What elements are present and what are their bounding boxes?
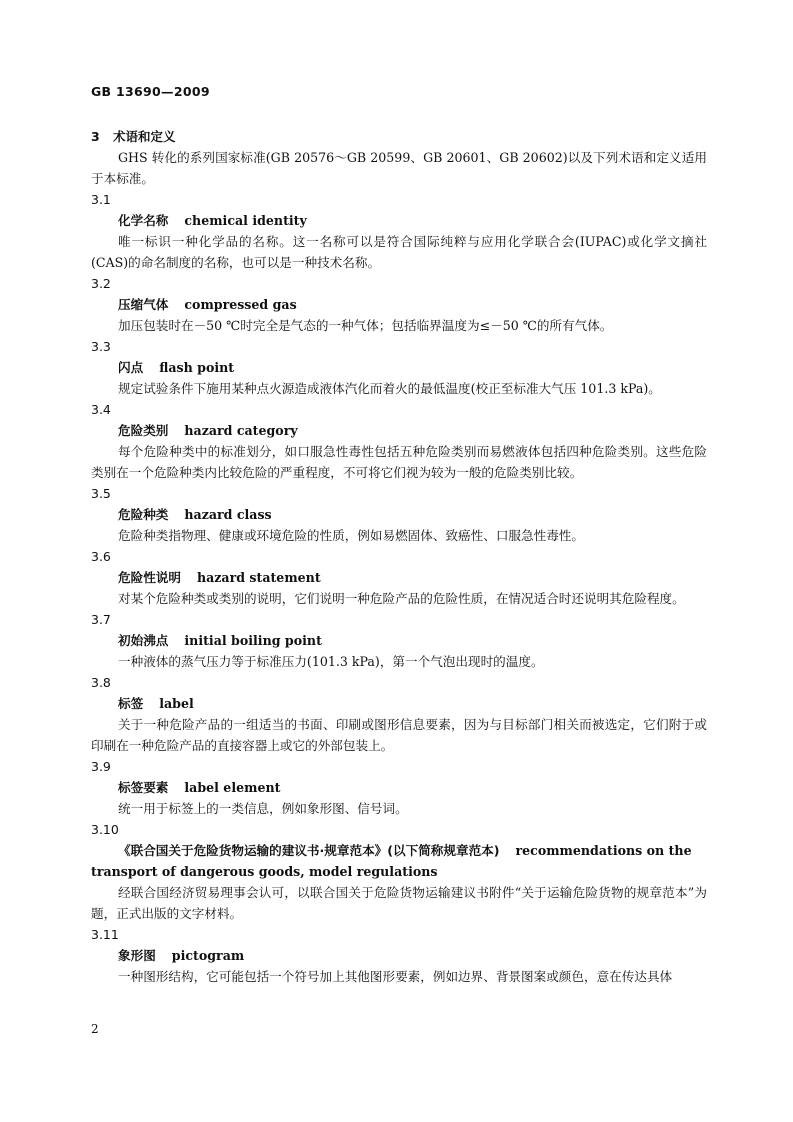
term-chinese-name: 危险性说明 xyxy=(118,570,181,585)
term-english-name: hazard category xyxy=(184,423,298,438)
document-body xyxy=(91,126,707,987)
term-number: 3.1 xyxy=(91,192,111,207)
section-intro: GHS 转化的系列国家标准(GB 20576～GB 20599、GB 20601、GB 20602)以及下列术语和定义适用于本标准。 xyxy=(91,150,707,186)
term-title xyxy=(91,420,707,441)
term-title xyxy=(91,357,707,378)
term-title xyxy=(91,210,707,231)
term-chinese-name: 标签要素 xyxy=(118,780,169,795)
term-definition: 每个危险种类中的标准划分，如口服急性毒性包括五种危险类别而易燃液体包括四种危险类别。这些危险类别在一个危险种类内比较危险的严重程度，不可将它们视为较为一般的危险类别比较。 xyxy=(91,444,707,480)
term-definition: 一种图形结构，它可能包括一个符号加上其他图形要素，例如边界、背景图案或颜色，意在传达具体 xyxy=(118,969,673,984)
term-number: 3.5 xyxy=(91,486,111,501)
term-title xyxy=(91,567,707,588)
term-number: 3.3 xyxy=(91,339,111,354)
term-number: 3.9 xyxy=(91,759,111,774)
term-chinese-name: 初始沸点 xyxy=(118,633,169,648)
term-chinese-name: 象形图 xyxy=(118,948,156,963)
document-code-header: GB 13690—2009 xyxy=(91,84,210,99)
term-chinese-name: 《联合国关于危险货物运输的建议书·规章范本》(以下简称规章范本) xyxy=(118,843,500,858)
term-chinese-name: 危险种类 xyxy=(118,507,169,522)
section-heading xyxy=(91,126,707,147)
term-definition: 危险种类指物理、健康或环境危险的性质，例如易燃固体、致癌性、口服急性毒性。 xyxy=(118,528,584,543)
term-definition: 统一用于标签上的一类信息，例如象形图、信号词。 xyxy=(118,801,408,816)
term-english-name: label element xyxy=(184,780,281,795)
page-number: 2 xyxy=(91,1022,99,1036)
terms-list xyxy=(91,189,707,987)
term-title xyxy=(91,693,707,714)
term-chinese-name: 压缩气体 xyxy=(118,297,169,312)
term-english-name: hazard class xyxy=(184,507,272,522)
term-english-name: label xyxy=(159,696,194,711)
term-chinese-name: 标签 xyxy=(118,696,144,711)
term-english-name: compressed gas xyxy=(184,297,297,312)
term-title xyxy=(91,777,707,798)
term-number: 3.10 xyxy=(91,822,119,837)
term-chinese-name: 闪点 xyxy=(118,360,144,375)
term-number: 3.4 xyxy=(91,402,111,417)
term-english-name: hazard statement xyxy=(196,570,321,585)
term-definition: 加压包装时在－50 ℃时完全是气态的一种气体；包括临界温度为≤－50 ℃的所有气体。 xyxy=(118,318,613,333)
term-chinese-name: 化学名称 xyxy=(118,213,169,228)
term-english-name: chemical identity xyxy=(184,213,307,228)
term-number: 3.11 xyxy=(91,927,119,942)
term-title xyxy=(91,630,707,651)
term-definition: 唯一标识一种化学品的名称。这一名称可以是符合国际纯粹与应用化学联合会(IUPAC)或化学文摘社(CAS)的命名制度的名称，也可以是一种技术名称。 xyxy=(91,234,707,270)
term-title xyxy=(91,945,707,966)
section-number: 3 xyxy=(91,129,100,144)
term-title xyxy=(91,294,707,315)
term-english-name: initial boiling point xyxy=(184,633,322,648)
term-definition: 对某个危险种类或类别的说明，它们说明一种危险产品的危险性质，在情况适合时还说明其危险程度。 xyxy=(118,591,685,606)
section-title: 术语和定义 xyxy=(113,129,176,144)
term-definition: 规定试验条件下施用某种点火源造成液体汽化而着火的最低温度(校正至标准大气压 101.3 kPa)。 xyxy=(118,381,661,396)
term-title xyxy=(91,504,707,525)
term-definition: 关于一种危险产品的一组适当的书面、印刷或图形信息要素，因为与目标部门相关而被选定，它们附于或印刷在一种危险产品的直接容器上或它的外部包装上。 xyxy=(91,717,707,753)
term-english-name: pictogram xyxy=(171,948,245,963)
term-title xyxy=(91,840,707,882)
term-number: 3.6 xyxy=(91,549,111,564)
term-definition: 一种液体的蒸气压力等于标准压力(101.3 kPa)，第一个气泡出现时的温度。 xyxy=(118,654,544,669)
term-definition: 经联合国经济贸易理事会认可，以联合国关于危险货物运输建议书附件“关于运输危险货物的规章范本”为题，正式出版的文字材料。 xyxy=(91,885,707,921)
term-number: 3.7 xyxy=(91,612,111,627)
term-number: 3.8 xyxy=(91,675,111,690)
term-chinese-name: 危险类别 xyxy=(118,423,169,438)
term-english-name: recommendations on the transport of dangerous goods, model regulations xyxy=(91,843,692,879)
term-number: 3.2 xyxy=(91,276,111,291)
term-english-name: flash point xyxy=(159,360,235,375)
